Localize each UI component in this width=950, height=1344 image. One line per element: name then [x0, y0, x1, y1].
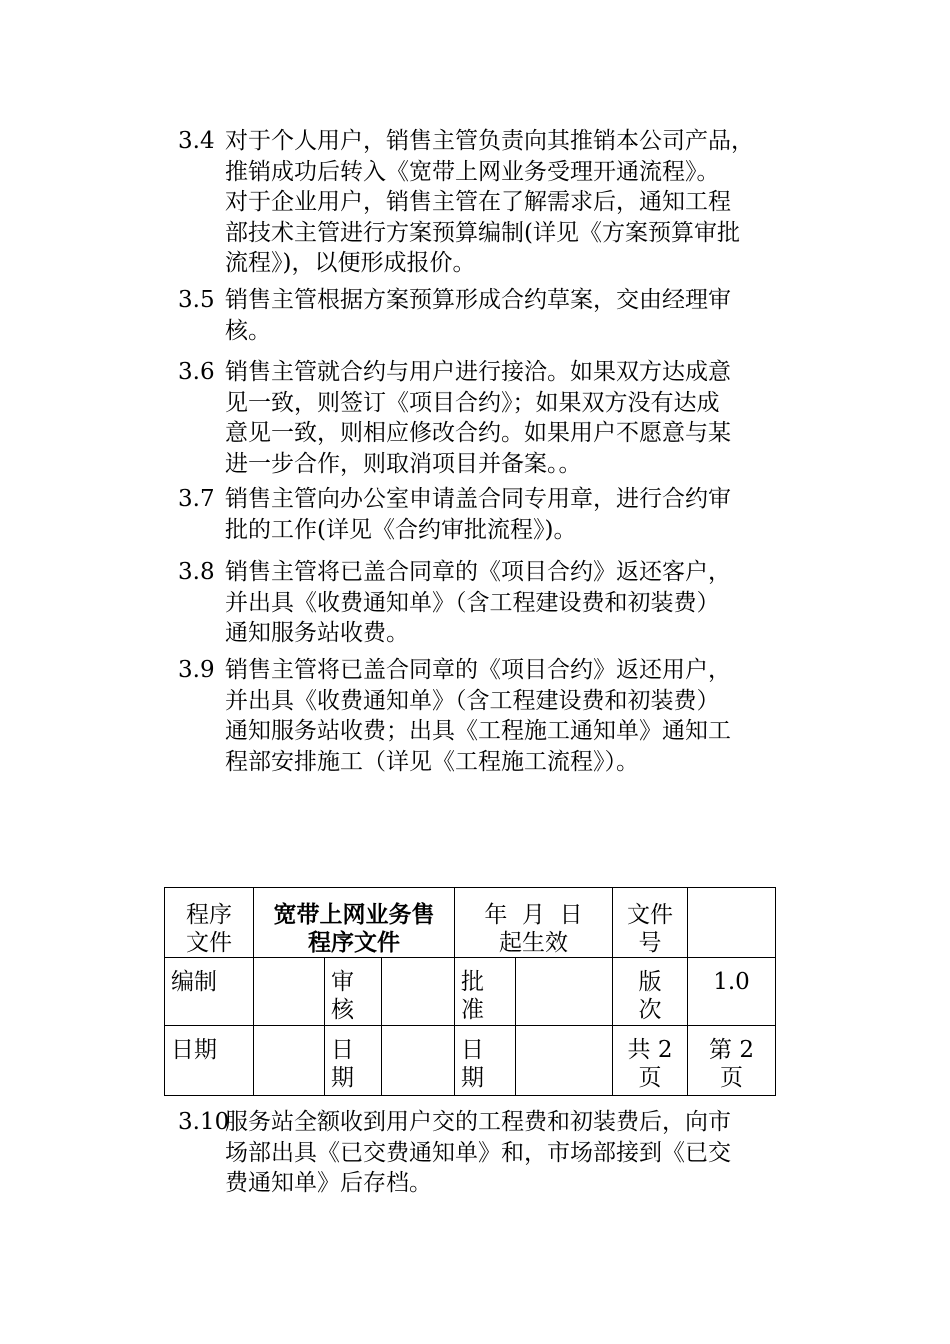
- review-date-value: [382, 1026, 455, 1096]
- approve-value: [516, 958, 613, 1026]
- clause-number: 3.10: [178, 1109, 230, 1135]
- clause-number: 3.7: [178, 486, 215, 512]
- clause-3-9: [178, 655, 798, 777]
- version-label: 版 次: [613, 958, 688, 1026]
- clause-3-7: [178, 484, 798, 545]
- clause-line: 并出具《收费通知单》（含工程建设费和初装费）: [225, 589, 720, 616]
- clause-3-10: [178, 1107, 798, 1199]
- approve-label: 批 准: [455, 958, 516, 1026]
- review-label: 审 核: [325, 958, 382, 1026]
- clause-text: [225, 126, 798, 279]
- approve-date-label: 日 期: [455, 1026, 516, 1096]
- compile-value: [254, 958, 325, 1026]
- date-label: 日期: [165, 1026, 254, 1096]
- clause-line: 场部出具《已交费通知单》和，市场部接到《已交: [225, 1139, 731, 1166]
- clause-line: 费通知单》后存档。: [225, 1170, 432, 1196]
- clause-line: 见一致，则签订《项目合约》；如果双方没有达成: [225, 389, 720, 416]
- clause-line: 对于企业用户，销售主管在了解需求后，通知工程: [225, 189, 731, 215]
- version-value: 1.0: [688, 958, 776, 1026]
- clause-line: 批的工作(详见《合约审批流程》)。: [225, 516, 577, 543]
- clause-line: 意见一致，则相应修改合约。如果用户不愿意与某: [225, 420, 731, 446]
- date-value: [254, 1026, 325, 1096]
- page-number: 第 2 页: [688, 1026, 776, 1096]
- clause-text: [225, 1107, 798, 1199]
- clause-line: 通知服务站收费。: [225, 620, 409, 646]
- clause-text: [225, 285, 798, 346]
- clause-line: 销售主管根据方案预算形成合约草案，交由经理审: [225, 287, 731, 313]
- clause-line: 销售主管向办公室申请盖合同专用章，进行合约审: [225, 486, 731, 512]
- clause-text: [225, 655, 798, 777]
- clause-line: 通知服务站收费；出具《工程施工通知单》通知工: [225, 718, 731, 744]
- clause-line: 销售主管将已盖合同章的《项目合约》返还用户，: [225, 657, 731, 683]
- document-control-table: [164, 887, 776, 1096]
- effective-date-label: 年 月 日 起生效: [455, 888, 613, 958]
- clause-line: 销售主管就合约与用户进行接洽。如果双方达成意: [225, 359, 731, 385]
- document-title: 宽带上网业务售 程序文件: [254, 888, 455, 958]
- clause-line: 销售主管将已盖合同章的《项目合约》返还客户，: [225, 559, 731, 585]
- approve-date-value: [516, 1026, 613, 1096]
- clause-line: 对于个人用户，销售主管负责向其推销本公司产品，: [225, 128, 754, 154]
- total-pages: 共 2 页: [613, 1026, 688, 1096]
- clause-3-4: [178, 126, 798, 279]
- clause-number: 3.4: [178, 128, 215, 154]
- clause-3-5: [178, 285, 798, 346]
- clause-line: 服务站全额收到用户交的工程费和初装费后，向市: [225, 1109, 731, 1135]
- review-date-label: 日 期: [325, 1026, 382, 1096]
- compile-label: 编制: [165, 958, 254, 1026]
- clause-number: 3.9: [178, 657, 215, 683]
- clause-3-6: [178, 357, 798, 479]
- clause-line: 进一步合作，则取消项目并备案。。: [225, 450, 582, 477]
- clause-line: 核。: [225, 317, 271, 344]
- clause-number: 3.8: [178, 559, 215, 585]
- file-number-label: 文件 号: [613, 888, 688, 958]
- clause-number: 3.5: [178, 287, 215, 313]
- program-file-label: 程序 文件: [165, 888, 254, 958]
- clause-text: [225, 484, 798, 545]
- clause-line: 并出具《收费通知单》（含工程建设费和初装费）: [225, 687, 720, 714]
- clause-line: 部技术主管进行方案预算编制(详见《方案预算审批: [225, 219, 740, 246]
- clause-line: 流程》)，以便形成报价。: [225, 250, 476, 276]
- review-value: [382, 958, 455, 1026]
- clause-3-8: [178, 557, 798, 649]
- clause-text: [225, 557, 798, 649]
- clause-text: [225, 357, 798, 479]
- clause-number: 3.6: [178, 359, 215, 385]
- clause-line: 程部安排施工（详见《工程施工流程》）。: [225, 748, 639, 775]
- file-number-value: [688, 888, 776, 958]
- clause-line: 推销成功后转入《宽带上网业务受理开通流程》。: [225, 158, 720, 185]
